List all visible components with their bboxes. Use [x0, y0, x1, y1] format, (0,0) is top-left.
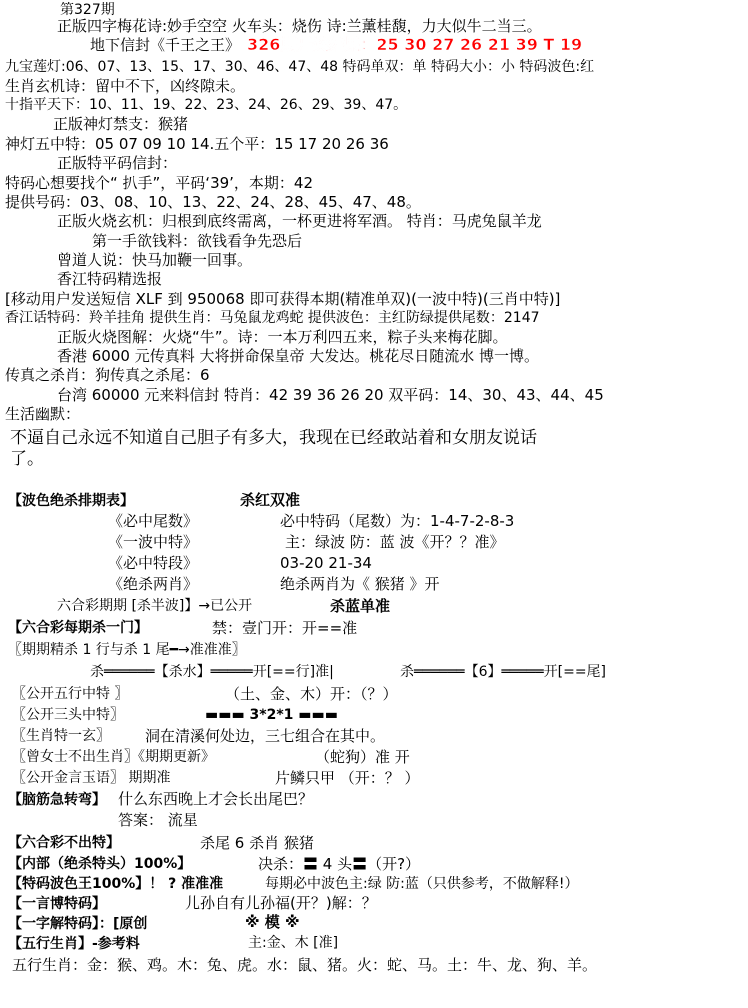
- tail-number-value: 必中特码（尾数）为：1-4-7-2-8-3: [280, 512, 515, 530]
- ms-zeng-label: 〖曾女士不出生肖〗《期期更新》: [12, 749, 215, 765]
- five-elements-value: （土、金、木）开：（？）: [225, 685, 398, 703]
- taoist-says-line: 曾道人说：快马加鞭一回事。: [57, 251, 253, 269]
- humor-title: 生活幽默：: [5, 405, 81, 423]
- kill-blue-label: 杀蓝单准: [330, 597, 391, 615]
- kill-six-line: 杀══════【6】═════开[==尾]: [400, 664, 607, 680]
- golden-words-value: 片鳞只甲 （开：？ ）: [275, 769, 420, 787]
- special-code-hint-line: 特码心想要找个“ 扒手”，平码‘39’，本期：42: [5, 174, 314, 192]
- envelope-title: 地下信封《千王之王》: [90, 36, 241, 54]
- internal-kill-head-label: 【内部（绝杀特头）100%】: [8, 856, 192, 872]
- wave-king-label: 【特码波色王100%】！ ? 准准准: [8, 876, 224, 892]
- issue-number: 第327期: [60, 2, 115, 18]
- ten-fingers-line: 十指平天下：10、11、19、22、23、24、26、29、39、47。: [5, 97, 408, 113]
- fax-kill-line: 传真之杀肖：狗传真之杀尾：6: [5, 366, 210, 384]
- kill-two-value: 绝杀两肖为《 猴猪 》开: [280, 575, 440, 593]
- lamp-forbidden-line: 正版神灯禁支：猴猪: [53, 115, 189, 133]
- hk-fax-line: 香港 6000 元传真料 大将拼命保皇帝 大发达。桃花尽日随流水 博一博。: [57, 347, 540, 365]
- special-envelope-title: 正版特平码信封：: [57, 154, 178, 172]
- internal-kill-head-value: 决杀：〓 4 头〓（开?）: [258, 855, 421, 873]
- draw-result-banner: 326期开奖结果：25 30 27 26 21 39 T 19: [247, 35, 583, 54]
- one-word-label: 【一言博特码】: [8, 896, 106, 912]
- ms-zeng-value: （蛇狗）准 开: [315, 748, 410, 766]
- half-wave-label: 六合彩期期 [杀半波]】→已公开: [57, 598, 253, 614]
- zodiac-mystery-label: 〖生肖特一玄〗: [12, 728, 110, 744]
- four-char-poem-line: 正版四字梅花诗:妙手空空 火车头：烧伤 诗:兰薰桂馥，力大似牛二当三。: [57, 17, 542, 35]
- fire-mystery-line: 正版火烧玄机：归根到底终需离，一杯更进将军酒。 特肖：马虎兔鼠羊龙: [57, 212, 542, 230]
- special-range-value: 03-20 21-34: [280, 554, 372, 572]
- humor-text-line-1: 不逼自己永远不知道自己胆子有多大，我现在已经敢站着和女朋友说话: [10, 428, 537, 448]
- fire-diagram-line: 正版火烧图解：火烧“牛”。诗：一本万利四五来，粽子头来梅花脚。: [57, 328, 508, 346]
- wave-king-value: 每期必中波色主:绿 防:蓝（只供参考，不做解释!）: [265, 876, 579, 892]
- humor-text-line-2: 了。: [10, 449, 44, 469]
- provided-numbers-line: 提供号码：03、08、10、13、22、24、28、45、47、48。: [5, 193, 421, 211]
- one-wave-value: 主：绿波 防：蓝 波《开？？准》: [285, 533, 505, 551]
- first-hand-line: 第一手欲钱料：欲钱看争先恐后: [92, 232, 303, 250]
- color-kill-table-title: 【波色绝杀排期表】: [8, 493, 134, 509]
- tail-number-label: 《必中尾数》: [108, 512, 199, 530]
- kill-one-door-label: 【六合彩每期杀一门】: [8, 620, 148, 636]
- five-elements-zodiac-value: 主:金、木 [准]: [248, 935, 339, 951]
- five-elements-zodiac-list: 五行生肖：金：猴、鸡。木：兔、虎。水：鼠、猪。火：蛇、马。土：牛、龙、狗、羊。: [12, 956, 598, 974]
- one-char-label: 【一字解特码】：[原创: [8, 916, 148, 932]
- xiangjiang-special-line: 香江话特码：羚羊挂角 提供生肖：马兔鼠龙鸡蛇 提供波色：主红防绿提供尾数：2147: [5, 310, 540, 326]
- three-heads-label: 〖公开三头中特〗: [12, 707, 124, 723]
- kill-water-line: 杀══════【杀水】═════开[==行]准|: [90, 664, 334, 680]
- one-word-value: 儿孙自有儿孙福(开？)解：？: [185, 894, 377, 912]
- sms-promo-line: [移动用户发送短信 XLF 到 950068 即可获得本期(精准单双)(一波中特)(三肖中特)]: [5, 290, 561, 308]
- zodiac-mystery-value: 洞在清溪何处边，三七组合在其中。: [145, 727, 386, 745]
- kill-one-door-value: 禁：壹门开：开==准: [212, 619, 358, 637]
- one-char-value: ※ 模 ※: [245, 913, 300, 931]
- xiangjiang-title: 香江特码精选报: [57, 270, 163, 288]
- kill-two-label: 《绝杀两肖》: [108, 575, 199, 593]
- kill-red-label: 杀红双准: [240, 491, 301, 509]
- lamp-five-line: 神灯五中特：05 07 09 10 14.五个平：15 17 20 26 36: [5, 135, 389, 153]
- golden-words-label: 〖公开金言玉语〗 期期准: [12, 770, 171, 786]
- five-elements-zodiac-label: 【五行生肖】-参考料: [8, 936, 140, 952]
- no-special-label: 【六合彩不出特】: [8, 835, 120, 851]
- one-wave-label: 《一波中特》: [108, 533, 199, 551]
- zodiac-poem-line: 生肖玄机诗：留中不下，凶终隙未。: [5, 77, 246, 95]
- special-range-label: 《必中特段》: [108, 554, 199, 572]
- brain-teaser-answer: 答案： 流星: [118, 811, 198, 829]
- three-heads-value: ▬▬▬ 3*2*1 ▬▬▬: [205, 707, 338, 723]
- kill-line-tail-title: 〖期期精杀 1 行与杀 1 尾━→准准准〗: [8, 642, 246, 658]
- brain-teaser-label: 【脑筋急转弯】: [8, 792, 106, 808]
- no-special-value: 杀尾 6 杀肖 猴猪: [200, 834, 314, 852]
- five-elements-label: 〖公开五行中特 〗: [12, 686, 129, 702]
- lotus-lamp-line: 九宝莲灯:06、07、13、15、17、30、46、47、48 特码单双：单 特码大小：小 特码波色:红: [5, 59, 595, 75]
- brain-teaser-question: 什么东西晚上才会长出尾巴？: [118, 790, 314, 808]
- taiwan-envelope-line: 台湾 60000 元来料信封 特肖：42 39 36 26 20 双平码：14、30、43、44、45: [57, 386, 604, 404]
